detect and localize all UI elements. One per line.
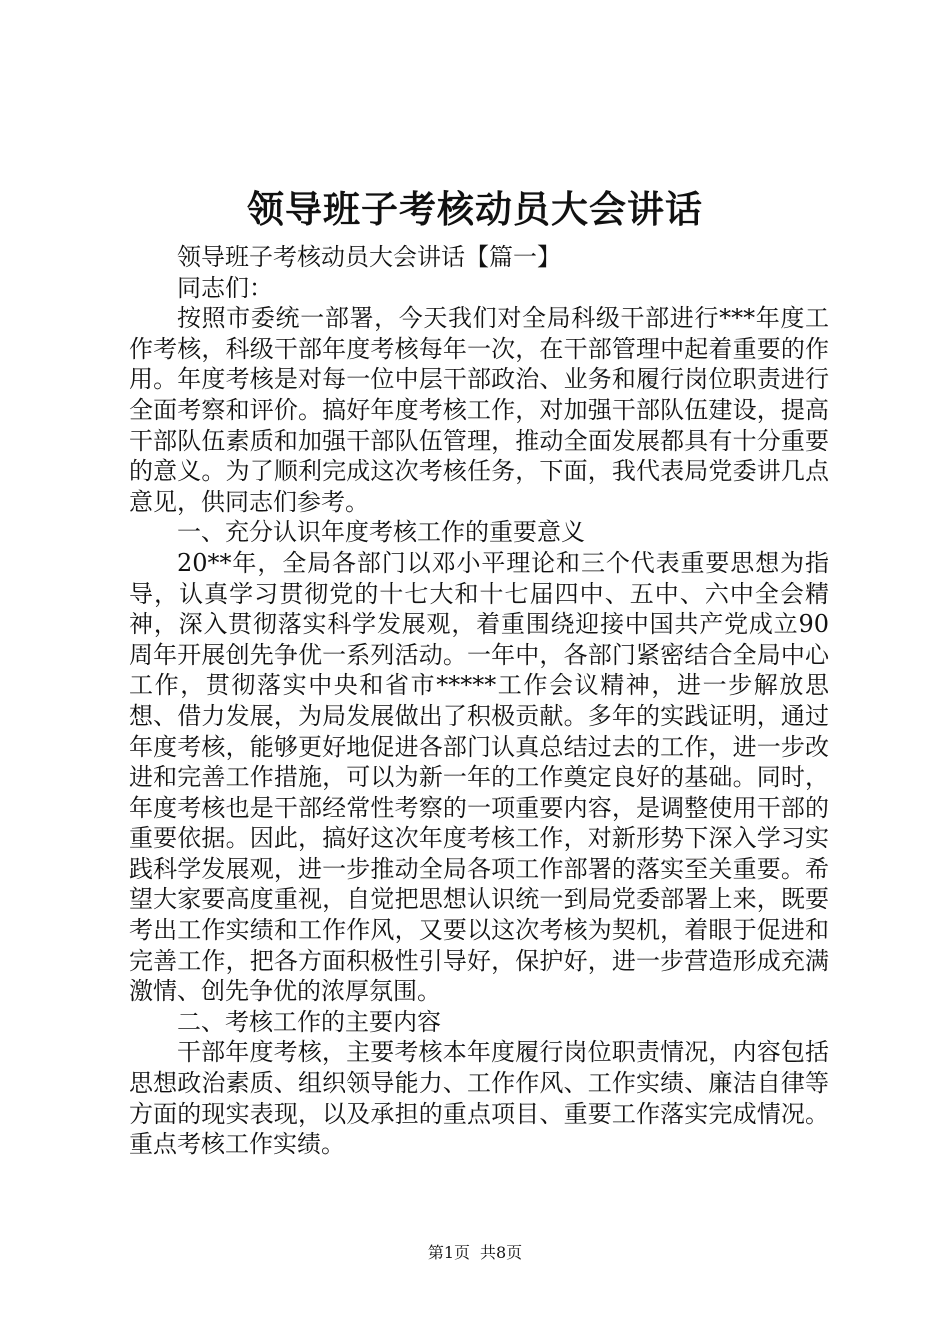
document-body — [129, 242, 829, 1160]
page-footer — [0, 1242, 950, 1264]
page-total: 共8页 — [480, 1243, 523, 1262]
subheading: 一、充分认识年度考核工作的重要意义 — [177, 518, 585, 547]
paragraph: 20**年，全局各部门以邓小平理论和三个代表重要思想为指导，认真学习贯彻党的十七大和十七届四中、五中、六中全会精神，深入贯彻落实科学发展观，着重围绕迎接中国共产党成立90周年开展创先争优一系列活动。一年中，各部门紧密结合全局中心工作，贯彻落实中央和省市*****工作会议精神，进一步解放思想、借力发展，为局发展做出了积极贡献。多年的实践证明，通过年度考核，能够更好地促进各部门认真总结过去的工作，进一步改进和完善工作措施，可以为新一年的工作奠定良好的基础。同时，年度考核也是干部经常性考察的一项重要内容，是调整使用干部的重要依据。因此，搞好这次年度考核工作，对新形势下深入学习实践科学发展观，进一步推动全局各项工作部署的落实至关重要。希望大家要高度重视，自觉把思想认识统一到局党委部署上来，既要考出工作实绩和工作作风，又要以这次考核为契机，着眼于促进和完善工作，把各方面积极性引导好，保护好，进一步营造形成充满激情、创先争优的浓厚氛围。 — [129, 548, 829, 1006]
page-number: 第1页 — [427, 1243, 470, 1262]
subheading: 二、考核工作的主要内容 — [177, 1007, 441, 1036]
section-heading: 领导班子考核动员大会讲话【篇一】 — [177, 243, 561, 271]
paragraph: 按照市委统一部署，今天我们对全局科级干部进行***年度工作考核，科级干部年度考核每年一次，在干部管理中起着重要的作用。年度考核是对每一位中层干部政治、业务和履行岗位职责进行全面考察和评价。搞好年度考核工作，对加强干部队伍建设，提高干部队伍素质和加强干部队伍管理，推动全面发展都具有十分重要的意义。为了顺利完成这次考核任务，下面，我代表局党委讲几点意见，供同志们参考。 — [129, 304, 829, 516]
document-title: 领导班子考核动员大会讲话 — [247, 188, 703, 231]
paragraph: 干部年度考核，主要考核本年度履行岗位职责情况，内容包括思想政治素质、组织领导能力、工作作风、工作实绩、廉洁自律等方面的现实表现，以及承担的重点项目、重要工作落实完成情况。重点考核工作实绩。 — [129, 1038, 829, 1159]
salutation: 同志们： — [177, 273, 273, 302]
